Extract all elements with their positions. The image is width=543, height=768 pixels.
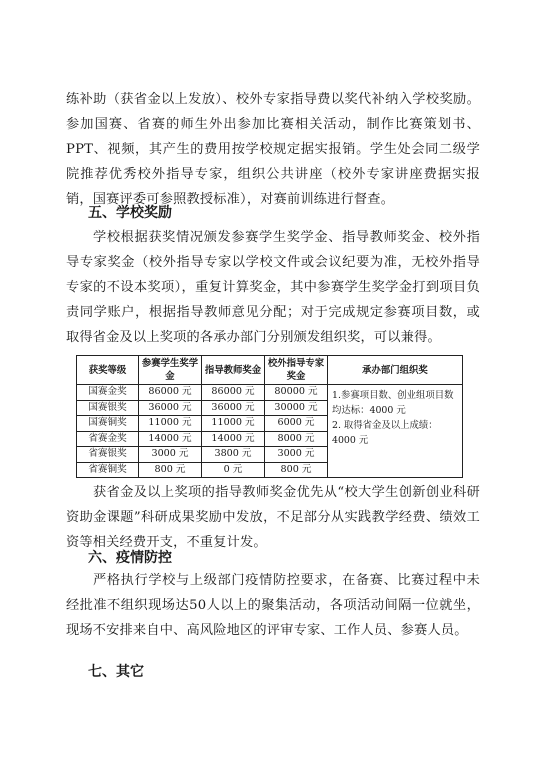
table-cell: 14000 元 — [139, 431, 202, 447]
table-cell: 省赛铜奖 — [77, 462, 139, 478]
table-cell: 国赛金奖 — [77, 385, 139, 401]
column-header-teacher-bonus: 指导教师奖金 — [202, 356, 265, 385]
table-cell: 3800 元 — [202, 447, 265, 463]
column-header-organizer-award: 承办部门组织奖 — [328, 356, 463, 385]
table-cell: 86000 元 — [139, 385, 202, 401]
table-cell: 800 元 — [139, 462, 202, 478]
table-cell: 30000 元 — [265, 400, 328, 416]
table-cell: 3000 元 — [265, 447, 328, 463]
section-heading-epidemic: 六、疫情防控 — [88, 550, 172, 566]
table-cell: 省赛金奖 — [77, 431, 139, 447]
table-cell: 36000 元 — [202, 400, 265, 416]
table-cell: 8000 元 — [265, 431, 328, 447]
column-header-expert-bonus: 校外指导专家奖金 — [265, 356, 328, 385]
table-cell: 3000 元 — [139, 447, 202, 463]
section-heading-other: 七、其它 — [88, 664, 144, 680]
table-row — [77, 385, 463, 401]
table-cell: 14000 元 — [202, 431, 265, 447]
paragraph-awards: 学校根据获奖情况颁发参赛学生奖学金、指导教师奖金、校外指导专家奖金（校外指导专家以学校文件或会议纪要为准，无校外指导专家的不设本奖项），重复计算奖金，其中参赛学生奖学金打到项目负责同学账户，根据指导教师意见分配；对于完成规定参赛项目数，或取得省金及以上奖项的各承办部门分别颁发组织奖，可以兼得。 — [66, 230, 480, 345]
paragraph-bonus-source: 获省金及以上奖项的指导教师奖金优先从“校大学生创新创业科研资助金课题”科研成果奖励中发放，不足部分从实践教学经费、绩效工资等相关经费开支，不重复计发。 — [66, 485, 480, 550]
table-header-row — [77, 356, 463, 385]
awards-table — [76, 355, 463, 478]
table-cell: 11000 元 — [202, 416, 265, 432]
organizer-award-note — [328, 385, 463, 478]
table-cell: 800 元 — [265, 462, 328, 478]
table-cell: 11000 元 — [139, 416, 202, 432]
column-header-level: 获奖等级 — [77, 356, 139, 385]
table-cell: 国赛铜奖 — [77, 416, 139, 432]
table-cell: 国赛银奖 — [77, 400, 139, 416]
table-cell: 80000 元 — [265, 385, 328, 401]
table-cell: 省赛银奖 — [77, 447, 139, 463]
table-cell: 6000 元 — [265, 416, 328, 432]
section-heading-awards: 五、学校奖励 — [88, 205, 172, 221]
paragraph-epidemic: 严格执行学校与上级部门疫情防控要求，在备赛、比赛过程中未经批准不组织现场达50人以上的聚集活动，各项活动间隔一位就坐，现场不安排来自中、高风险地区的评审专家、工作人员、参赛人员。 — [66, 573, 480, 638]
table-cell: 0 元 — [202, 462, 265, 478]
note-line: 2. 取得省金及以上成绩：4000 元 — [332, 420, 438, 446]
paragraph-funding: 练补助（获省金以上发放）、校外专家指导费以奖代补纳入学校奖励。参加国赛、省赛的师生外出参加比赛相关活动，制作比赛策划书、PPT、视频，其产生的费用按学校规定据实报销。学生处会同二级学院推荐优秀校外指导专家，组织公共讲座（校外专家讲座费据实报销，国赛评委可参照教授标准），对赛前训练进行督查。 — [66, 92, 480, 207]
table-cell: 86000 元 — [202, 385, 265, 401]
column-header-student-scholarship: 参赛学生奖学金 — [139, 356, 202, 385]
note-line: 1.参赛项目数、创业组项目数均达标：4000 元 — [332, 390, 454, 416]
table-cell: 36000 元 — [139, 400, 202, 416]
